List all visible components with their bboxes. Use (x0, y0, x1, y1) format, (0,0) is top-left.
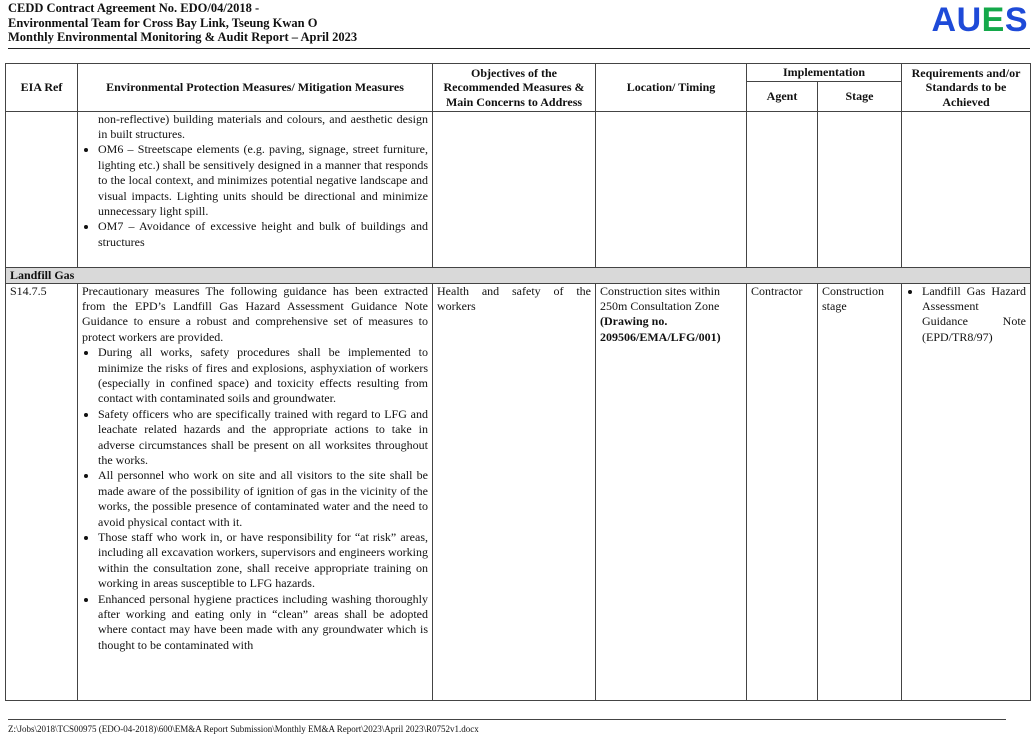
page-header (8, 1, 1030, 47)
location-text: Construction sites within 250m Consultation Zone (600, 283, 720, 313)
measure-list (82, 345, 428, 653)
table-row-continued (6, 111, 1031, 267)
cell-measures (78, 283, 433, 701)
section-title: Landfill Gas (6, 267, 1031, 283)
report-title: Monthly Environmental Monitoring & Audit Report – April 2023 (8, 30, 358, 44)
col-header-implementation: Implementation (747, 64, 902, 82)
contract-title: CEDD Contract Agreement No. EDO/04/2018 - (8, 1, 260, 15)
cell-stage: Construction stage (818, 283, 902, 701)
list-item: • Those staff who work in, or have responsibility for “at risk” areas, including all excavation workers, supervisors and engineers working within the consultation zone, shall receive appropriate training on working in areas susceptible to LFG hazards. (98, 530, 428, 592)
list-item: • OM7 – Avoidance of excessive height and bulk of buildings and structures (98, 219, 428, 250)
list-item: • During all works, safety procedures shall be implemented to minimize the risks of fires and explosions, asphyxiation of workers (especially in confined space) and toxicity effects resulting from contact with contaminated soils and groundwater. (98, 345, 428, 407)
list-item: • OM6 – Streetscape elements (e.g. paving, signage, street furniture, lighting etc.) shall be sensitively designed in a manner that responds to the local context, and minimizes potential negative landscape and visual impacts. Lighting units should be directional and minimize unnecessary light spill. (98, 142, 428, 219)
footer-rule (8, 719, 1006, 720)
aues-logo (932, 0, 1028, 40)
measure-intro: Precautionary measures The following guidance has been extracted from the EPD’s Landfill Gas Hazard Assessment Guidance Note Guidance to ensure a robust and comprehensive set of measures to protect workers are provided. (82, 283, 428, 344)
list-item: • Safety officers who are specifically trained with regard to LFG and leachate related hazards and the appropriate actions to take in adverse circumstances shall be present on all worksites throughout the works. (98, 407, 428, 469)
list-item: • Enhanced personal hygiene practices including washing thoroughly after working and eating only in “clean” areas shall be adopted where contact may have been made with any groundwater which is thought to be contaminated with (98, 592, 428, 654)
col-header-requirements: Requirements and/or Standards to be Achieved (902, 64, 1031, 112)
file-path-footer: Z:\Jobs\2018\TCS00975 (EDO-04-2018)\600\EM&A Report Submission\Monthly EM&A Report\2023\April 2023\R0752v1.docx (8, 724, 479, 734)
team-title: Environmental Team for Cross Bay Link, Tseung Kwan O (8, 15, 318, 30)
cell-eia-ref: S14.7.5 (6, 283, 78, 701)
cell-objectives-empty (433, 111, 596, 267)
col-header-location: Location/ Timing (596, 64, 747, 112)
cell-location-empty (596, 111, 747, 267)
list-item: • All personnel who work on site and all visitors to the site shall be made aware of the possibility of ignition of gas in the vicinity of the works, the possible presence of contaminated water and the need to avoid physical contact with it. (98, 468, 428, 530)
col-header-eia-ref: EIA Ref (6, 64, 78, 112)
location-drawing: (Drawing no. 209506/EMA/LFG/001) (600, 314, 721, 344)
cell-requirements-empty (902, 111, 1031, 267)
cell-agent-empty (747, 111, 818, 267)
cell-requirements (902, 283, 1031, 701)
col-header-stage: Stage (818, 81, 902, 111)
cell-measures-continued (78, 111, 433, 267)
cell-stage-empty (818, 111, 902, 267)
requirement-list (906, 284, 1026, 346)
cell-agent: Contractor (747, 283, 818, 701)
header-rule (8, 48, 1030, 49)
col-header-agent: Agent (747, 81, 818, 111)
mitigation-measures-table (5, 63, 1031, 701)
section-row-landfill-gas (6, 267, 1031, 283)
col-header-measures: Environmental Protection Measures/ Mitigation Measures (78, 64, 433, 112)
cell-eia-ref-empty (6, 111, 78, 267)
continued-measure-list (82, 142, 428, 250)
table-row (6, 283, 1031, 701)
col-header-objectives: Objectives of the Recommended Measures & Main Concerns to Address (433, 64, 596, 112)
logo-letter-e: E (981, 1, 1005, 39)
cell-objective: Health and safety of the workers (433, 283, 596, 701)
logo-letter-s: S (1004, 1, 1028, 39)
logo-letters-au: AU (931, 1, 982, 39)
continued-intro: non-reflective) building materials and colours, and aesthetic design in built structures. (98, 111, 428, 141)
list-item: • Landfill Gas Hazard Assessment Guidance Note (EPD/TR8/97) (922, 284, 1026, 346)
cell-location (596, 283, 747, 701)
